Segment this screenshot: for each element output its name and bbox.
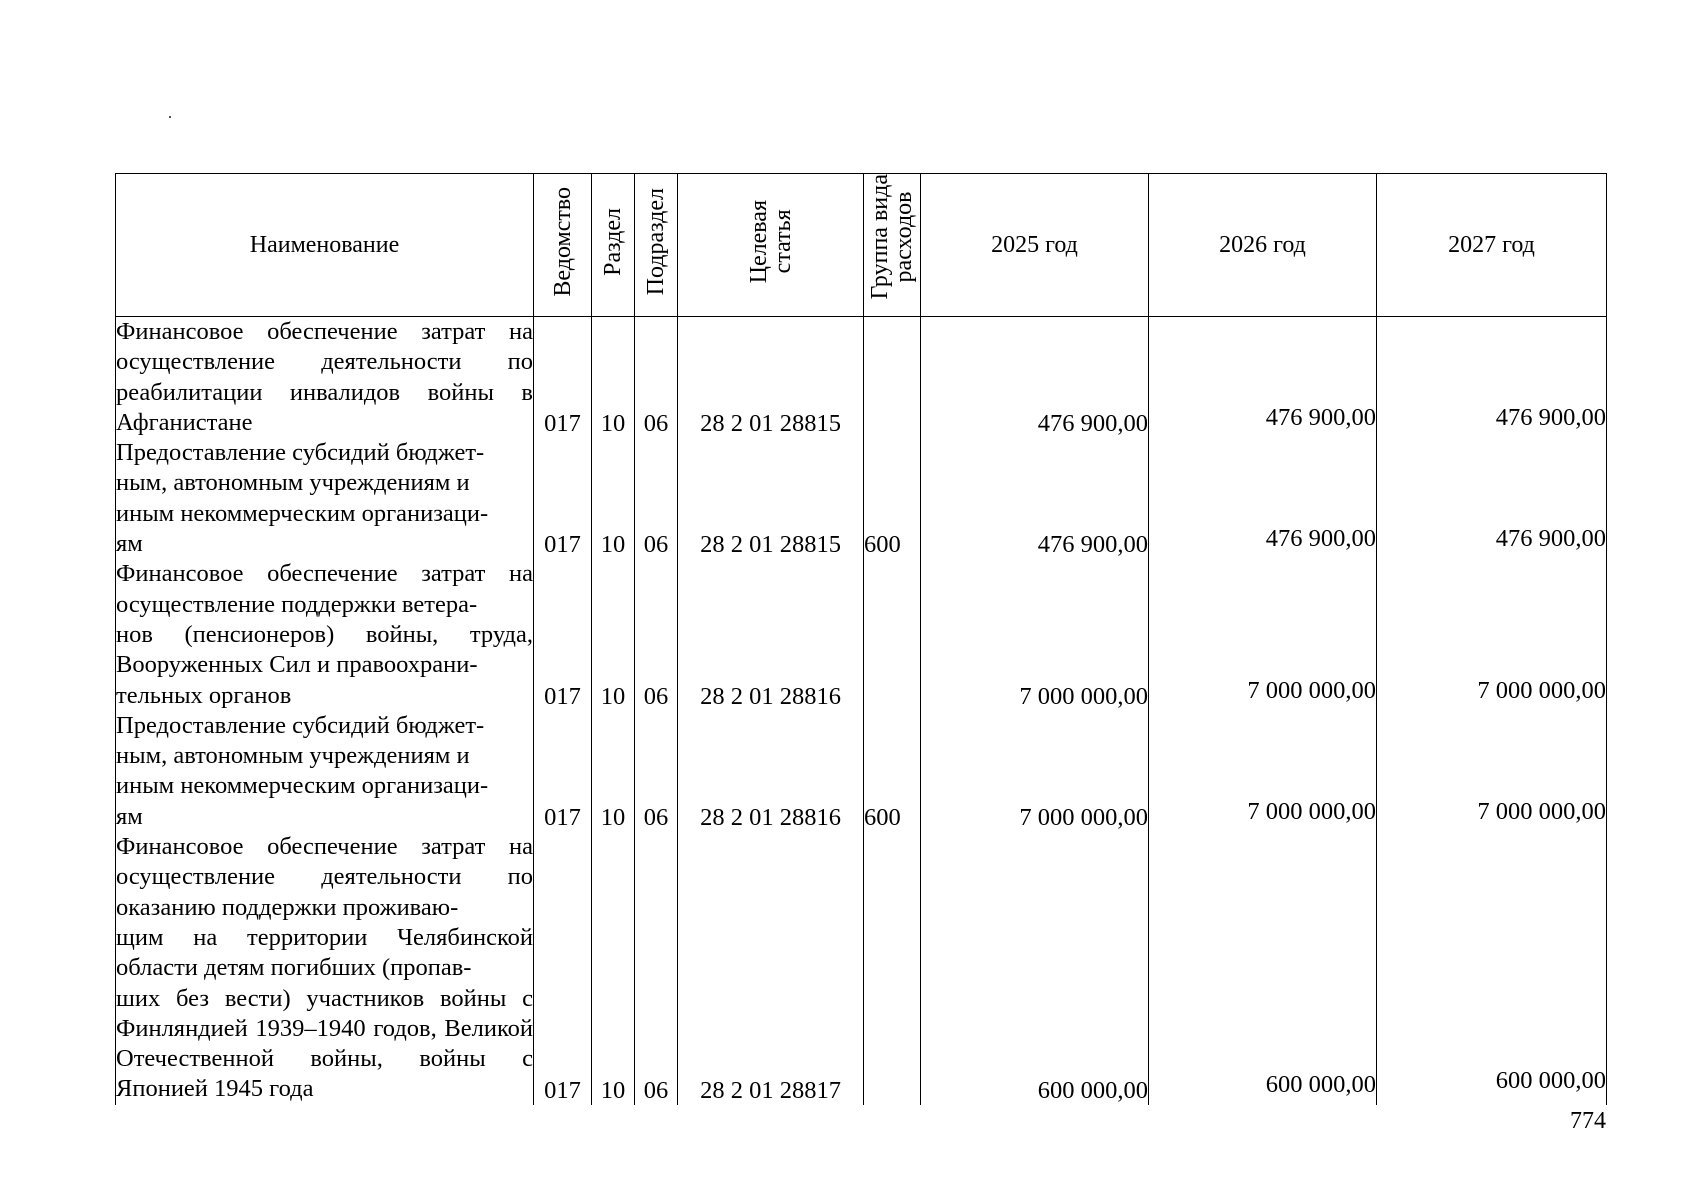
- header-vedomstvo: Ведомство: [534, 174, 592, 317]
- row-2027: 7 000 000,00: [1377, 711, 1607, 832]
- header-name: Наименование: [116, 174, 534, 317]
- row-gruppa: 600: [864, 438, 921, 559]
- row-vedomstvo: 017: [534, 438, 592, 559]
- budget-table-wrapper: [115, 173, 1607, 1105]
- header-2026: 2026 год: [1149, 174, 1377, 317]
- row-2025: 600 000,00: [921, 832, 1149, 1105]
- row-name: Финансовое обеспечение затрат на осуществление поддержки ветера- нов (пенсионеров) войны, труда, Вооруженных Сил и правоохрани- тельных органов: [116, 559, 534, 710]
- row-name: Финансовое обеспечение затрат на осуществление деятельности по реабилитации инвалидов войны в Афганистане: [116, 317, 534, 439]
- row-gruppa: 600: [864, 711, 921, 832]
- row-2027: 476 900,00: [1377, 317, 1607, 439]
- row-name: Предоставление субсидий бюджет- ным, автономным учреждениям и иным некоммерческим организаци- ям: [116, 438, 534, 559]
- row-2026: 476 900,00: [1149, 438, 1377, 559]
- row-2026: 7 000 000,00: [1149, 711, 1377, 832]
- row-2026: 476 900,00: [1149, 317, 1377, 439]
- row-2025: 7 000 000,00: [921, 559, 1149, 710]
- row-razdel: 10: [592, 559, 635, 710]
- header-celevaya-statya: [678, 174, 864, 317]
- header-2025: 2025 год: [921, 174, 1149, 317]
- row-2025: 476 900,00: [921, 317, 1149, 439]
- header-celevaya-line1: Целевая: [745, 200, 772, 284]
- scan-speck: [169, 116, 171, 118]
- table-row: [116, 559, 1607, 710]
- row-celevaya: 28 2 01 28816: [678, 711, 864, 832]
- row-razdel: 10: [592, 438, 635, 559]
- table-row: [116, 711, 1607, 832]
- row-2025: 7 000 000,00: [921, 711, 1149, 832]
- row-2027: 600 000,00: [1377, 832, 1607, 1105]
- row-podrazdel: 06: [635, 711, 678, 832]
- row-vedomstvo: 017: [534, 317, 592, 439]
- header-gruppa-line1: Группа вида: [867, 174, 893, 300]
- budget-table: [115, 173, 1607, 1105]
- row-podrazdel: 06: [635, 559, 678, 710]
- header-2027: 2027 год: [1377, 174, 1607, 317]
- page-number: 774: [1570, 1108, 1606, 1134]
- row-2027: 476 900,00: [1377, 438, 1607, 559]
- header-razdel: Раздел: [592, 174, 635, 317]
- table-row: [116, 317, 1607, 439]
- row-2025: 476 900,00: [921, 438, 1149, 559]
- row-razdel: 10: [592, 317, 635, 439]
- row-podrazdel: 06: [635, 832, 678, 1105]
- row-podrazdel: 06: [635, 317, 678, 439]
- header-gruppa-line2: расходов: [891, 191, 917, 283]
- row-gruppa: [864, 317, 921, 439]
- row-razdel: 10: [592, 832, 635, 1105]
- header-podrazdel: Подраздел: [635, 174, 678, 317]
- table-row: [116, 438, 1607, 559]
- row-vedomstvo: 017: [534, 832, 592, 1105]
- row-2026: 7 000 000,00: [1149, 559, 1377, 710]
- row-celevaya: 28 2 01 28815: [678, 317, 864, 439]
- row-vedomstvo: 017: [534, 711, 592, 832]
- row-razdel: 10: [592, 711, 635, 832]
- row-celevaya: 28 2 01 28817: [678, 832, 864, 1105]
- row-celevaya: 28 2 01 28815: [678, 438, 864, 559]
- header-celevaya-line2: статья: [769, 210, 796, 274]
- row-2026: 600 000,00: [1149, 832, 1377, 1105]
- table-row: [116, 832, 1607, 1105]
- row-gruppa: [864, 832, 921, 1105]
- row-name: Финансовое обеспечение затрат на осуществление деятельности по оказанию поддержки проживаю- щим на территории Челябинской области детям погибших (пропав- ших без вести) участников войны с Финляндией 1939–1940 годов, Великой Отечественной войны, войны с Японией 1945 года: [116, 832, 534, 1105]
- row-podrazdel: 06: [635, 438, 678, 559]
- row-celevaya: 28 2 01 28816: [678, 559, 864, 710]
- table-header-row: [116, 174, 1607, 317]
- header-gruppa-vida-rashodov: [864, 174, 921, 317]
- row-2027: 7 000 000,00: [1377, 559, 1607, 710]
- row-name: Предоставление субсидий бюджет- ным, автономным учреждениям и иным некоммерческим организаци- ям: [116, 711, 534, 832]
- row-gruppa: [864, 559, 921, 710]
- row-vedomstvo: 017: [534, 559, 592, 710]
